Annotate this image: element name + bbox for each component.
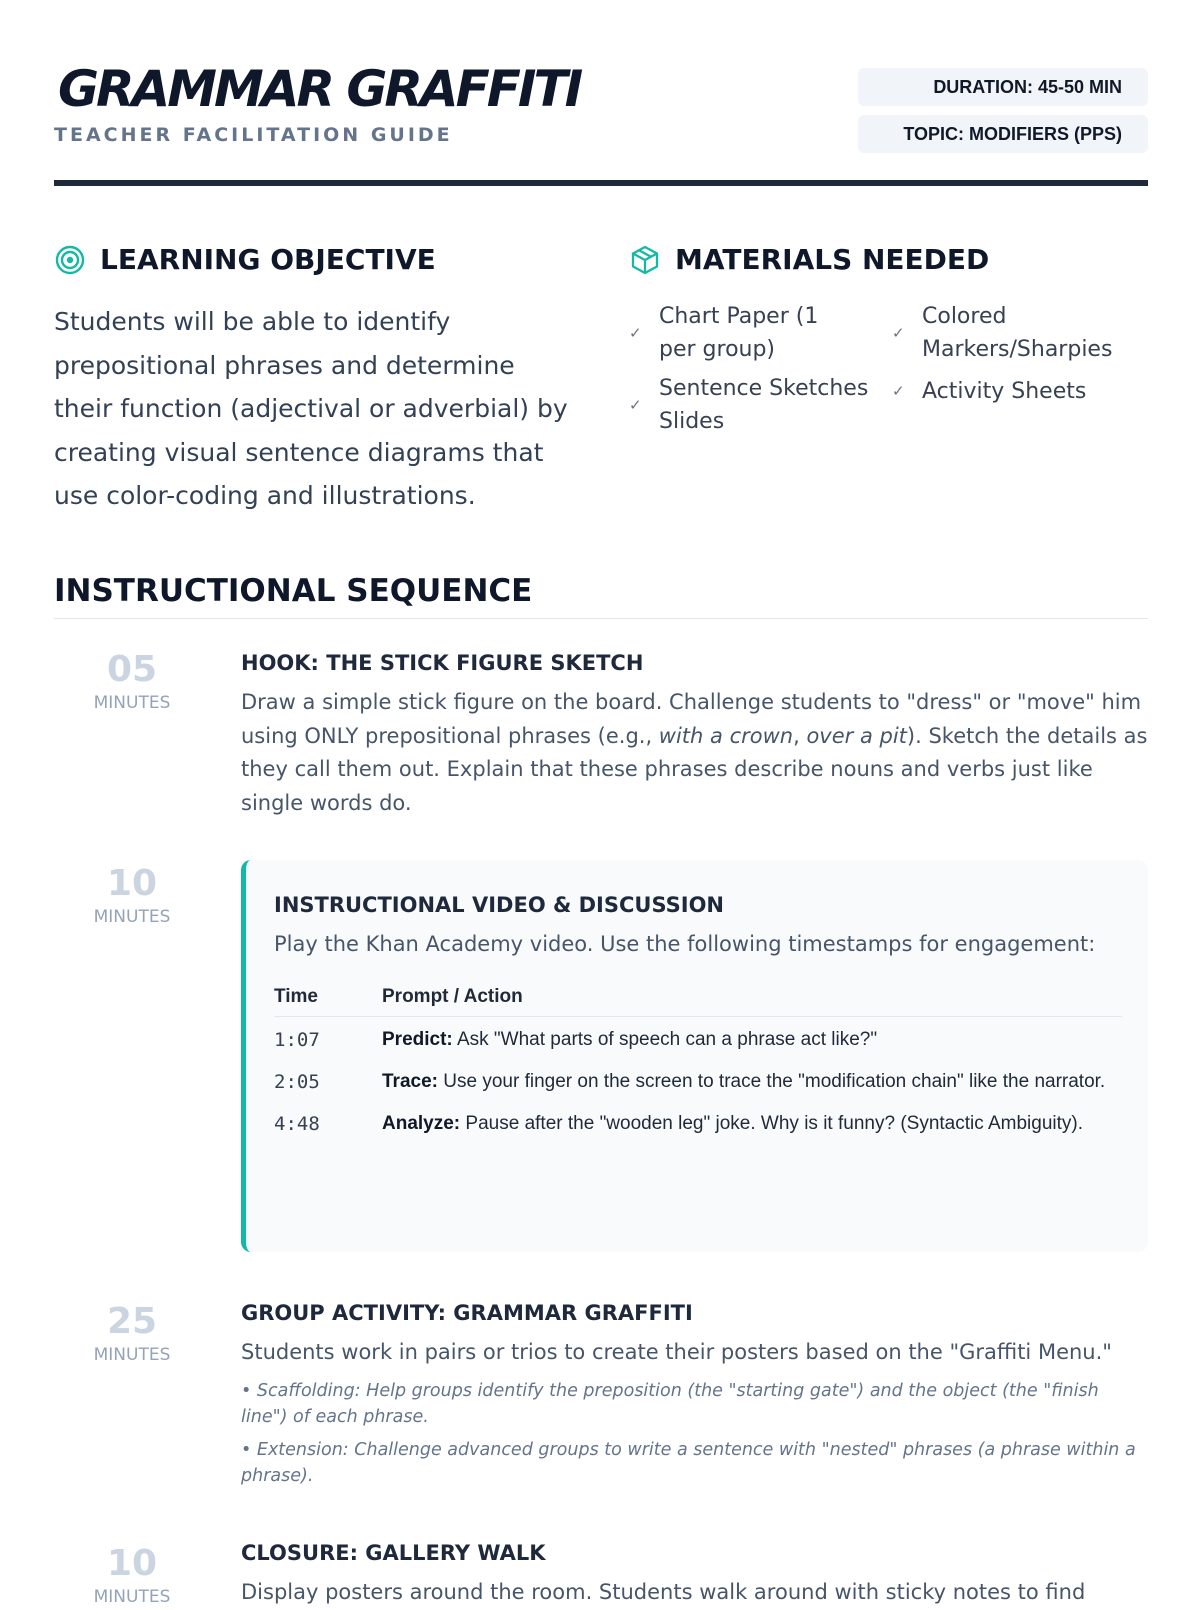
step-text: Students work in pairs or trios to create their posters based on the "Graffiti Menu." bbox=[241, 1340, 1112, 1364]
page-header bbox=[54, 58, 1148, 188]
lesson-page bbox=[54, 0, 1148, 1607]
table-header-row bbox=[274, 986, 1122, 1017]
step-title: GROUP ACTIVITY: GRAMMAR GRAFFITI bbox=[241, 1301, 693, 1325]
timestamp: 1:07 bbox=[274, 1028, 320, 1051]
example-phrase: over a pit bbox=[806, 723, 907, 748]
duration-badge: DURATION: 45-50 MIN bbox=[858, 68, 1148, 106]
column-header-time: Time bbox=[274, 986, 382, 1017]
material-label: Activity Sheets bbox=[922, 379, 1087, 404]
target-icon bbox=[54, 244, 86, 276]
minutes-label: MINUTES bbox=[93, 907, 171, 927]
header-divider bbox=[54, 180, 1148, 186]
table-row bbox=[274, 1101, 1122, 1143]
material-item bbox=[629, 372, 869, 438]
topic-badge: TOPIC: MODIFIERS (PPS) bbox=[858, 115, 1148, 153]
prompt-cell: Trace: Use your finger on the screen to trace the "modification chain" like the narrator. bbox=[382, 1070, 1106, 1092]
scaffolding-note: • Scaffolding: Help groups identify the preposition (the "starting gate") and the object (the "finish line") of each phrase. bbox=[241, 1380, 1099, 1427]
minutes-label: MINUTES bbox=[93, 693, 171, 713]
page-subtitle: TEACHER FACILITATION GUIDE bbox=[54, 124, 453, 146]
step-video-card bbox=[241, 860, 1148, 1252]
sequence-divider bbox=[54, 618, 1148, 619]
materials-heading-label: MATERIALS NEEDED bbox=[675, 243, 990, 276]
badge-group bbox=[858, 68, 1148, 162]
objective-heading-label: LEARNING OBJECTIVE bbox=[100, 243, 436, 276]
check-icon: ✓ bbox=[629, 323, 642, 342]
step-text: Play the Khan Academy video. Use the following timestamps for engagement: bbox=[274, 932, 1096, 956]
step-minutes: 25 bbox=[106, 1301, 158, 1342]
objective-heading bbox=[54, 243, 436, 276]
timestamp: 4:48 bbox=[274, 1112, 320, 1135]
materials-heading bbox=[629, 243, 989, 276]
step-minutes: 10 bbox=[106, 863, 158, 904]
step-duration bbox=[82, 862, 182, 928]
column-header-prompt: Prompt / Action bbox=[382, 986, 1122, 1017]
step-title: CLOSURE: GALLERY WALK bbox=[241, 1541, 546, 1565]
step-hook bbox=[241, 648, 1148, 820]
step-duration bbox=[82, 1542, 182, 1608]
check-icon: ✓ bbox=[892, 323, 905, 342]
material-label: Colored Markers/Sharpies bbox=[922, 304, 1113, 362]
check-icon: ✓ bbox=[892, 382, 905, 400]
box-icon bbox=[629, 244, 661, 276]
step-duration bbox=[82, 1300, 182, 1366]
step-minutes: 10 bbox=[106, 1543, 158, 1584]
step-minutes: 05 bbox=[106, 649, 158, 690]
check-icon: ✓ bbox=[629, 395, 642, 414]
step-duration bbox=[82, 648, 182, 714]
table-row bbox=[274, 1059, 1122, 1101]
example-phrase: with a crown bbox=[658, 723, 794, 748]
minutes-label: MINUTES bbox=[93, 1587, 171, 1607]
material-item bbox=[629, 300, 859, 366]
material-label: Sentence Sketches Slides bbox=[659, 376, 869, 434]
prompt-cell: Analyze: Pause after the "wooden leg" joke. Why is it funny? (Syntactic Ambiguity). bbox=[382, 1112, 1083, 1134]
page-title: GRAMMAR GRAFFITI bbox=[58, 60, 581, 118]
step-closure bbox=[241, 1538, 1148, 1610]
material-item bbox=[892, 375, 1142, 408]
table-row bbox=[274, 1016, 1122, 1059]
minutes-label: MINUTES bbox=[93, 1345, 171, 1365]
objective-text: Students will be able to identify prepositional phrases and determine their function (adjectival or adverbial) by creating visual sentence diagrams that use color-coding and illustrations. bbox=[54, 307, 568, 510]
timestamp: 2:05 bbox=[274, 1070, 320, 1093]
step-group-activity bbox=[241, 1298, 1148, 1489]
extension-note: • Extension: Challenge advanced groups to write a sentence with "nested" phrases (a phrase within a phrase). bbox=[241, 1439, 1136, 1486]
step-title: HOOK: THE STICK FIGURE SKETCH bbox=[241, 651, 644, 675]
step-text: Display posters around the room. Students walk around with sticky notes to find bbox=[241, 1580, 1086, 1604]
timestamp-table bbox=[274, 986, 1122, 1143]
step-text: Draw a simple stick figure on the board. Challenge students to "dress" or "move" him using ONLY prepositional phrases (e.g., with a crown, over a pit). Sketch the details as they call them out. Explain that these phrases describe nouns and verbs just like single words do. bbox=[241, 690, 1148, 815]
material-label: Chart Paper (1 per group) bbox=[659, 304, 819, 362]
step-title: INSTRUCTIONAL VIDEO & DISCUSSION bbox=[274, 893, 724, 917]
material-item bbox=[892, 300, 1142, 366]
prompt-cell: Predict: Ask "What parts of speech can a phrase act like?" bbox=[382, 1028, 878, 1050]
sequence-heading: INSTRUCTIONAL SEQUENCE bbox=[54, 573, 533, 609]
